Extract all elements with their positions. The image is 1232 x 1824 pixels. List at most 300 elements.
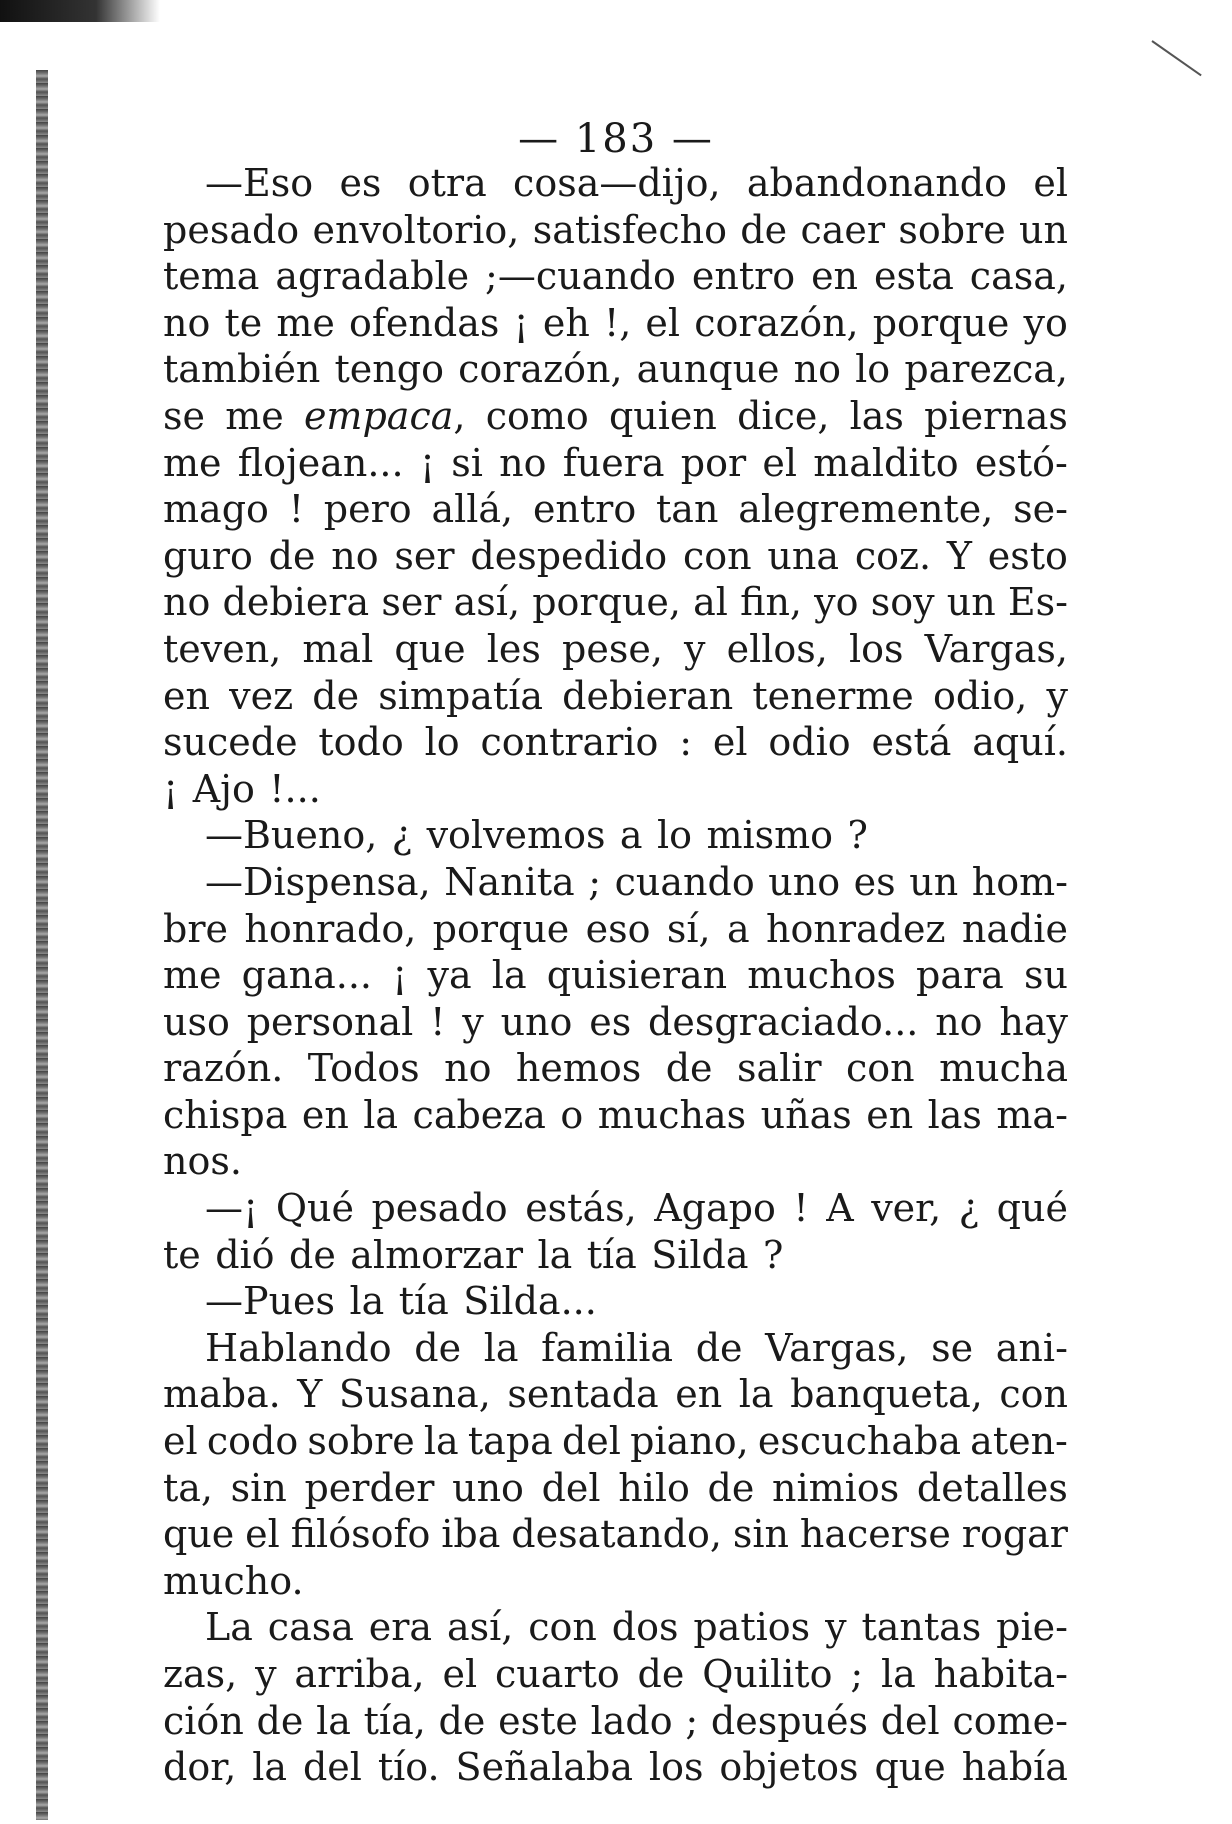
text-line bbox=[163, 346, 1068, 393]
word: Y bbox=[297, 1372, 323, 1417]
text-line bbox=[163, 1138, 1068, 1185]
word: el bbox=[245, 1512, 280, 1557]
text-line bbox=[163, 393, 1068, 440]
word: de bbox=[707, 1465, 755, 1510]
word: desgraciado... bbox=[648, 999, 919, 1044]
word: de bbox=[740, 207, 788, 252]
word: tema bbox=[163, 254, 260, 299]
word: casa, bbox=[969, 254, 1068, 299]
word: tapa bbox=[467, 1419, 553, 1464]
word: por bbox=[680, 440, 747, 485]
word: uno bbox=[500, 999, 573, 1044]
word: Y bbox=[946, 533, 972, 578]
body-text bbox=[163, 160, 1068, 1791]
word: simpatía bbox=[378, 673, 543, 718]
word: me bbox=[225, 393, 284, 438]
word: soy bbox=[870, 580, 935, 625]
word: o bbox=[560, 1092, 584, 1137]
word: pie- bbox=[996, 1605, 1068, 1650]
word: chispa bbox=[163, 1092, 288, 1137]
word: el bbox=[712, 720, 748, 765]
word: ! bbox=[430, 999, 446, 1044]
word: te bbox=[224, 300, 263, 345]
word: Nanita bbox=[444, 859, 575, 904]
word: sobre bbox=[307, 1419, 415, 1464]
word: uso bbox=[163, 999, 230, 1044]
word: no bbox=[499, 440, 547, 485]
word: es bbox=[853, 859, 896, 904]
word: zas, bbox=[163, 1652, 238, 1696]
word: detalles bbox=[916, 1465, 1068, 1510]
word: en bbox=[866, 1092, 914, 1137]
word: Quilito bbox=[702, 1652, 833, 1696]
word: para bbox=[916, 953, 1004, 998]
word: tía, bbox=[363, 1698, 426, 1743]
word: de bbox=[312, 673, 360, 718]
word: desatando, bbox=[511, 1512, 722, 1557]
word: ver, bbox=[871, 1186, 942, 1231]
word: quisieran bbox=[546, 953, 728, 998]
word: razón. bbox=[163, 1046, 284, 1091]
word: maldito bbox=[813, 440, 959, 485]
word: no bbox=[444, 1046, 492, 1091]
word: ellos, bbox=[726, 626, 828, 671]
word: cosa—dijo, bbox=[513, 161, 721, 205]
word: fuera bbox=[562, 440, 665, 485]
word: en bbox=[811, 254, 859, 299]
word: a bbox=[726, 906, 750, 951]
word: me bbox=[163, 953, 222, 998]
word: —¡ bbox=[205, 1186, 259, 1231]
word: que bbox=[394, 626, 466, 671]
word: en bbox=[301, 1092, 349, 1137]
word: ;—cuando bbox=[485, 254, 676, 299]
corner-mark bbox=[1151, 40, 1201, 76]
word: todo bbox=[318, 720, 404, 765]
word: escuchaba bbox=[757, 1419, 961, 1464]
word: almorzar bbox=[350, 1232, 523, 1277]
word: maba. bbox=[163, 1372, 281, 1417]
word: y bbox=[255, 1652, 277, 1696]
word: Vargas, bbox=[924, 626, 1068, 671]
word: allá, bbox=[431, 487, 514, 532]
word: tío. bbox=[377, 1745, 440, 1790]
word: aten- bbox=[970, 1419, 1068, 1464]
word: sucede bbox=[163, 720, 298, 765]
word: en bbox=[675, 1372, 723, 1417]
word: qué bbox=[996, 1186, 1068, 1231]
text-line bbox=[163, 1045, 1068, 1092]
word: caer bbox=[800, 207, 886, 252]
word: parezca, bbox=[904, 347, 1068, 392]
word: al bbox=[693, 580, 728, 625]
word: Silda bbox=[651, 1232, 749, 1277]
word: así, bbox=[453, 580, 521, 625]
word: ya bbox=[427, 953, 472, 998]
word: mismo bbox=[706, 813, 834, 858]
word: hom- bbox=[971, 859, 1068, 904]
word: nos. bbox=[163, 1139, 242, 1184]
word: sentada bbox=[507, 1372, 659, 1417]
word: casa bbox=[267, 1605, 354, 1650]
word: dió bbox=[215, 1232, 275, 1277]
word: ? bbox=[847, 813, 868, 858]
text-line bbox=[163, 440, 1068, 487]
word: como bbox=[485, 393, 589, 438]
word: satisfecho bbox=[532, 207, 727, 252]
word: de bbox=[665, 1046, 713, 1091]
word: patios bbox=[693, 1605, 811, 1650]
word: odio, bbox=[932, 673, 1028, 718]
word: se- bbox=[1013, 487, 1068, 532]
word: corazón, bbox=[694, 300, 859, 345]
word: no bbox=[163, 300, 211, 345]
word: tenerme bbox=[752, 673, 914, 718]
word: de bbox=[256, 1698, 304, 1743]
word: odio bbox=[768, 720, 851, 765]
word: nadie bbox=[961, 906, 1068, 951]
text-line bbox=[163, 1698, 1068, 1745]
word: aunque bbox=[636, 347, 780, 392]
word: personal bbox=[246, 999, 414, 1044]
text-line bbox=[163, 1418, 1068, 1465]
word: —Bueno, bbox=[205, 813, 378, 858]
word: no bbox=[331, 533, 379, 578]
word: lado bbox=[590, 1698, 673, 1743]
word: Qué bbox=[275, 1186, 354, 1231]
word: bre bbox=[163, 906, 228, 951]
word: eso bbox=[585, 906, 651, 951]
word: estó- bbox=[974, 440, 1068, 485]
word: de bbox=[414, 1325, 462, 1370]
word: quien bbox=[608, 393, 717, 438]
word: los bbox=[848, 626, 904, 671]
word: y bbox=[1046, 673, 1068, 718]
word: la bbox=[316, 1698, 351, 1743]
word: ser bbox=[394, 533, 455, 578]
word: gana... bbox=[241, 953, 373, 998]
word: cuando bbox=[614, 859, 755, 904]
text-line bbox=[163, 952, 1068, 999]
word: la bbox=[423, 1419, 459, 1464]
word: con bbox=[846, 1046, 915, 1091]
word: objetos bbox=[719, 1745, 859, 1790]
word: teven, bbox=[163, 626, 282, 671]
text-line bbox=[163, 1604, 1068, 1651]
word: había bbox=[961, 1745, 1068, 1790]
word: filósofo bbox=[290, 1512, 431, 1557]
word: lo bbox=[656, 813, 693, 858]
text-line bbox=[163, 579, 1068, 626]
word: les bbox=[486, 626, 541, 671]
text-line bbox=[163, 1278, 1068, 1325]
word: tía bbox=[586, 1232, 637, 1277]
word: y bbox=[684, 626, 706, 671]
word: ¡ bbox=[513, 300, 529, 345]
page-edge-shadow bbox=[0, 0, 160, 22]
word: empaca, bbox=[303, 393, 466, 438]
text-line bbox=[163, 1371, 1068, 1418]
word: alegremente, bbox=[738, 487, 994, 532]
word: cuarto bbox=[494, 1652, 620, 1696]
word: sí, bbox=[666, 906, 711, 951]
text-line bbox=[163, 533, 1068, 580]
text-line bbox=[163, 859, 1068, 906]
word: tan bbox=[656, 487, 719, 532]
word: codo bbox=[206, 1419, 299, 1464]
word: dice, bbox=[737, 393, 830, 438]
word: que bbox=[163, 1512, 235, 1557]
word: con bbox=[999, 1372, 1068, 1417]
word: los bbox=[648, 1745, 704, 1790]
word: volvemos bbox=[426, 813, 606, 858]
word: arriba, bbox=[294, 1652, 425, 1696]
word: Vargas, bbox=[765, 1325, 909, 1370]
word: debiera bbox=[222, 580, 370, 625]
word: ! bbox=[288, 487, 304, 532]
word: esta bbox=[873, 254, 954, 299]
word: no bbox=[935, 999, 983, 1044]
word: porque, bbox=[532, 580, 681, 625]
word: habita- bbox=[933, 1652, 1068, 1696]
text-line bbox=[163, 1511, 1068, 1558]
text-line bbox=[163, 673, 1068, 720]
word: pesado bbox=[371, 1186, 508, 1231]
word: y bbox=[462, 999, 484, 1044]
word: de bbox=[695, 1325, 743, 1370]
word: la bbox=[491, 953, 527, 998]
text-line bbox=[163, 719, 1068, 766]
word: Silda... bbox=[463, 1279, 597, 1324]
text-line bbox=[163, 486, 1068, 533]
word: perder bbox=[304, 1465, 435, 1510]
word: ¡ bbox=[419, 440, 436, 485]
word: sobre bbox=[898, 207, 1006, 252]
word: ani- bbox=[995, 1325, 1068, 1370]
word: A bbox=[826, 1186, 854, 1231]
word: estás, bbox=[525, 1186, 637, 1231]
page-number: — 183 — bbox=[518, 116, 714, 162]
word: este bbox=[498, 1698, 578, 1743]
binding-edge bbox=[36, 70, 48, 1820]
word: ¿ bbox=[958, 1186, 980, 1231]
word: mucha bbox=[939, 1046, 1068, 1091]
word: se bbox=[931, 1325, 974, 1370]
word: el bbox=[442, 1652, 478, 1696]
word: lo bbox=[855, 347, 891, 392]
word: Susana, bbox=[338, 1372, 491, 1417]
word: un bbox=[946, 580, 996, 625]
word: la bbox=[738, 1372, 774, 1417]
word: las bbox=[927, 1092, 982, 1137]
word: y bbox=[825, 1605, 847, 1650]
word: el bbox=[1033, 161, 1068, 205]
word: dor, bbox=[163, 1745, 237, 1790]
word: con bbox=[682, 533, 752, 578]
word: un bbox=[1019, 207, 1068, 252]
text-line bbox=[163, 300, 1068, 347]
word: ción bbox=[163, 1698, 244, 1743]
word: en bbox=[163, 673, 210, 718]
word: que bbox=[874, 1745, 946, 1790]
word: tengo bbox=[334, 347, 444, 392]
word: iba bbox=[441, 1512, 501, 1557]
word: debieran bbox=[562, 673, 734, 718]
word: Agapo bbox=[654, 1186, 776, 1231]
word: de bbox=[438, 1698, 486, 1743]
text-line bbox=[163, 1744, 1068, 1791]
word: porque bbox=[432, 906, 570, 951]
text-line bbox=[163, 1558, 1068, 1605]
word: entro bbox=[532, 487, 637, 532]
word: está bbox=[871, 720, 952, 765]
word: muchos bbox=[747, 953, 896, 998]
word: era bbox=[368, 1605, 433, 1650]
word: muchas bbox=[597, 1092, 747, 1137]
word: de bbox=[289, 1232, 336, 1277]
word: lo bbox=[424, 720, 460, 765]
word: vez bbox=[229, 673, 294, 718]
word: despedido bbox=[470, 533, 668, 578]
text-line bbox=[163, 253, 1068, 300]
word: ta, bbox=[163, 1465, 214, 1510]
text-line bbox=[163, 812, 1068, 859]
word: ¡ bbox=[163, 766, 179, 811]
word: envoltorio, bbox=[312, 207, 520, 252]
word: flojean... bbox=[237, 440, 404, 485]
word: uno bbox=[768, 859, 841, 904]
word: pero bbox=[323, 487, 412, 532]
word: ; bbox=[850, 1652, 864, 1696]
text-line bbox=[163, 1185, 1068, 1232]
word: no bbox=[793, 347, 842, 392]
word: sin bbox=[230, 1465, 287, 1510]
word: la bbox=[363, 1092, 399, 1137]
word: —Eso bbox=[205, 161, 314, 205]
text-line bbox=[163, 207, 1068, 254]
word: mago bbox=[163, 487, 269, 532]
word: la bbox=[252, 1745, 288, 1790]
word: es bbox=[339, 161, 382, 205]
text-line bbox=[163, 999, 1068, 1046]
word: me bbox=[276, 300, 335, 345]
word: abandonando bbox=[746, 161, 1008, 205]
text-line bbox=[163, 1232, 1068, 1279]
text-line bbox=[163, 160, 1068, 207]
word: yo bbox=[1023, 300, 1068, 345]
word: piernas bbox=[924, 393, 1068, 438]
word: —Dispensa, bbox=[205, 859, 431, 904]
word: hemos bbox=[515, 1046, 642, 1091]
word: el bbox=[645, 300, 681, 345]
word: no bbox=[163, 580, 211, 625]
word: si bbox=[451, 440, 483, 485]
word: porque bbox=[872, 300, 1010, 345]
text-line bbox=[163, 626, 1068, 673]
word: así, bbox=[446, 1605, 514, 1650]
word: mucho. bbox=[163, 1558, 304, 1603]
word: después bbox=[710, 1698, 868, 1743]
word: entro bbox=[691, 254, 796, 299]
word: ; bbox=[588, 859, 602, 904]
word: ma- bbox=[996, 1092, 1068, 1137]
text-line bbox=[163, 1465, 1068, 1512]
word: Ajo bbox=[192, 766, 255, 811]
word: contrario bbox=[480, 720, 659, 765]
word: dos bbox=[611, 1605, 679, 1650]
word: la bbox=[483, 1325, 519, 1370]
word: corazón, bbox=[458, 347, 623, 392]
text-line bbox=[163, 1325, 1068, 1372]
word: otra bbox=[407, 161, 487, 205]
word: salir bbox=[736, 1046, 822, 1091]
word: la bbox=[537, 1232, 573, 1277]
word: ? bbox=[762, 1232, 784, 1277]
word: esto bbox=[987, 533, 1068, 578]
word: : bbox=[679, 720, 693, 765]
word: con bbox=[528, 1605, 597, 1650]
word: ¿ bbox=[391, 813, 413, 858]
word: !... bbox=[269, 766, 321, 811]
word: ofendas bbox=[348, 300, 500, 345]
word: —Pues bbox=[205, 1279, 336, 1324]
word: pesado bbox=[163, 207, 300, 252]
word: se bbox=[163, 393, 205, 438]
word: la bbox=[349, 1279, 385, 1324]
word: nimios bbox=[772, 1465, 900, 1510]
word: un bbox=[909, 859, 959, 904]
word: el bbox=[163, 1419, 198, 1464]
word: eh bbox=[542, 300, 590, 345]
word: ¡ bbox=[392, 953, 408, 998]
word: uñas bbox=[760, 1092, 852, 1137]
word: del bbox=[880, 1698, 940, 1743]
word: mal bbox=[302, 626, 374, 671]
word: una bbox=[767, 533, 840, 578]
word: Todos bbox=[307, 1046, 420, 1091]
word: me bbox=[163, 440, 222, 485]
word: el bbox=[762, 440, 798, 485]
word: tantas bbox=[861, 1605, 982, 1650]
word: familia bbox=[541, 1325, 674, 1370]
word: !, bbox=[603, 300, 632, 345]
word: las bbox=[849, 393, 904, 438]
word: del bbox=[302, 1745, 362, 1790]
word: hay bbox=[999, 999, 1068, 1044]
word: del bbox=[541, 1465, 601, 1510]
word: ; bbox=[685, 1698, 699, 1743]
text-line bbox=[163, 1092, 1068, 1139]
word: fin, bbox=[740, 580, 802, 625]
word: pese, bbox=[562, 626, 663, 671]
word: guro bbox=[163, 533, 253, 578]
word: uno bbox=[452, 1465, 524, 1510]
word: banqueta, bbox=[790, 1372, 983, 1417]
word: agradable bbox=[275, 254, 470, 299]
word: honrado, bbox=[244, 906, 417, 951]
word: honradez bbox=[766, 906, 946, 951]
text-line bbox=[163, 1651, 1068, 1698]
word: tía bbox=[398, 1279, 449, 1324]
word: La bbox=[205, 1605, 253, 1650]
word: yo bbox=[814, 580, 859, 625]
word: de bbox=[268, 533, 316, 578]
word: coz. bbox=[854, 533, 932, 578]
text-line bbox=[163, 766, 1068, 813]
word: la bbox=[880, 1652, 916, 1696]
word: Señalaba bbox=[455, 1745, 633, 1790]
word: ser bbox=[381, 580, 442, 625]
